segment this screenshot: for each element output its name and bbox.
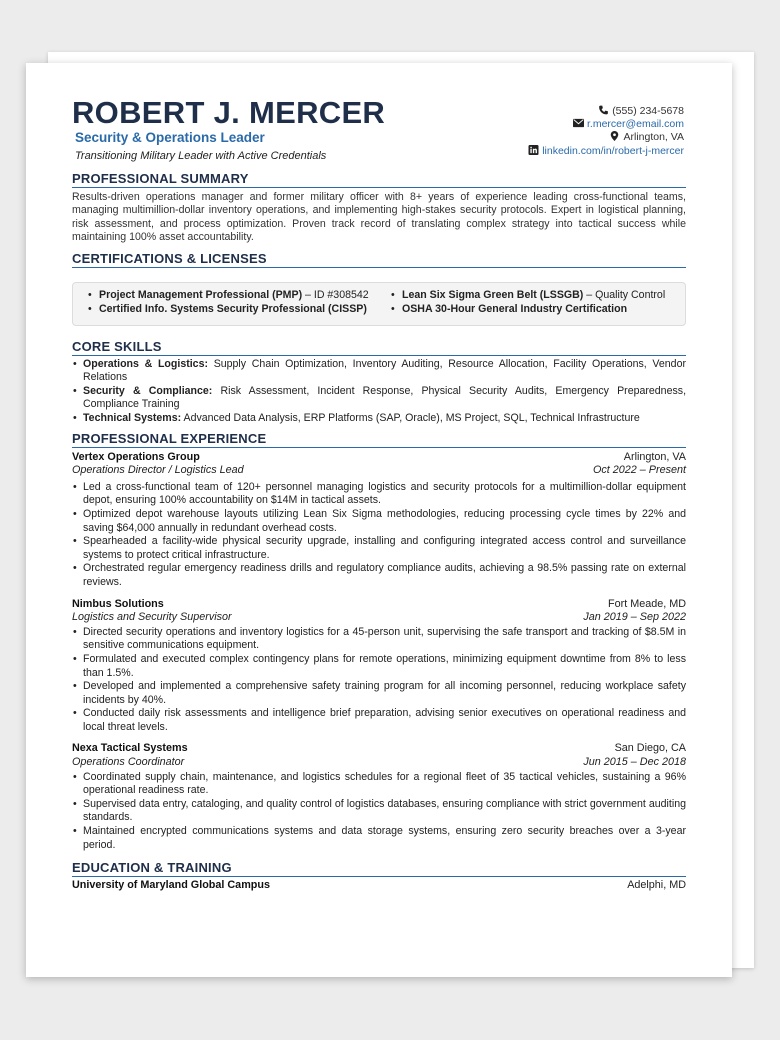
job-dates: Jan 2019 – Sep 2022 <box>583 611 686 624</box>
education-location: Adelphi, MD <box>627 879 686 892</box>
cert-item <box>390 289 673 303</box>
summary-heading: PROFESSIONAL SUMMARY <box>72 172 686 188</box>
job-subheader <box>72 611 686 625</box>
certifications-heading: CERTIFICATIONS & LICENSES <box>72 252 686 268</box>
cert-name: Lean Six Sigma Green Belt (LSSGB) <box>402 288 584 301</box>
skills-section <box>72 340 686 426</box>
job-entry <box>72 451 686 590</box>
location-text: Arlington, VA <box>623 131 684 144</box>
cert-name: Certified Info. Systems Security Professional (CISSP) <box>99 302 367 315</box>
cert-name: Project Management Professional (PMP) <box>99 288 303 301</box>
job-bullet: • Developed and implemented a comprehensive safety training program for all incoming personnel, reducing workplace safety incidents by 40%. <box>72 680 686 707</box>
job-header <box>72 451 686 465</box>
skill-label: Security & Compliance: <box>83 384 213 397</box>
job-bullets <box>72 771 686 853</box>
job-bullet: • Maintained encrypted communications systems and data storage systems, ensuring zero security breaches over a 3-year period. <box>72 825 686 852</box>
cert-detail: – ID #308542 <box>302 288 369 301</box>
skill-text: Advanced Data Analysis, ERP Platforms (SAP, Oracle), MS Project, SQL, Technical Infrastructure <box>181 412 640 424</box>
education-school: University of Maryland Global Campus <box>72 879 270 892</box>
education-section <box>72 861 686 893</box>
phone-icon <box>598 105 609 115</box>
candidate-tagline: Transitioning Military Leader with Active Credentials <box>75 150 327 162</box>
summary-text: Results-driven operations manager and former military officer with 8+ years of experience leading cross-functional teams, managing multimillion-dollar inventory operations, and implementing high-stakes security protocols. Expert in logistical planning, risk assessment, and process optimization. Proven track record of translating complex strategy into tactical success while maintaining 100% asset accountability. <box>72 191 686 244</box>
certifications-section <box>72 252 686 326</box>
contact-block <box>528 105 684 158</box>
contact-location <box>528 131 684 144</box>
job-header <box>72 598 686 612</box>
skill-label: Technical Systems: <box>83 412 182 424</box>
education-heading: EDUCATION & TRAINING <box>72 861 686 877</box>
job-title: Operations Coordinator <box>72 756 185 769</box>
job-bullet: • Coordinated supply chain, maintenance, and logistics schedules for a regional fleet of 35 tactical vehicles, sustaining a 96% operational readiness rate. <box>72 771 686 798</box>
job-company: Nimbus Solutions <box>72 597 164 610</box>
linkedin-link[interactable]: linkedin.com/in/robert-j-mercer <box>542 144 684 157</box>
job-location: San Diego, CA <box>614 742 686 755</box>
job-company: Vertex Operations Group <box>72 450 200 463</box>
job-bullet: • Supervised data entry, cataloging, and quality control of logistics databases, ensuring compliance with strict government auditing standards. <box>72 798 686 825</box>
job-dates: Oct 2022 – Present <box>592 464 686 477</box>
candidate-role: Security & Operations Leader <box>75 130 265 145</box>
resume-content <box>72 97 686 893</box>
job-company: Nexa Tactical Systems <box>72 742 188 755</box>
map-pin-icon <box>609 131 620 141</box>
job-bullet: • Spearheaded a facility-wide physical security upgrade, installing and configuring integrated access control and surveillance systems to protect critical infrastructure. <box>72 535 686 562</box>
job-bullet: • Optimized depot warehouse layouts utilizing Lean Six Sigma methodologies, reducing processing cycle times by 22% and saving $64,000 annually in redundant overhead costs. <box>72 508 686 535</box>
experience-section <box>72 432 686 853</box>
cert-item <box>87 303 370 317</box>
skill-item <box>72 412 686 426</box>
cert-item <box>87 289 370 303</box>
job-dates: Jun 2015 – Dec 2018 <box>583 756 686 769</box>
cert-item <box>390 303 673 317</box>
job-location: Fort Meade, MD <box>608 597 686 610</box>
skills-list <box>72 358 686 426</box>
job-bullets <box>72 481 686 590</box>
experience-heading: PROFESSIONAL EXPERIENCE <box>72 432 686 448</box>
contact-email[interactable] <box>528 118 684 131</box>
skill-text: Supply Chain Optimization, Inventory Auditing, Resource Allocation, Facility Operations, Vendor Relations <box>83 357 686 384</box>
job-title: Logistics and Security Supervisor <box>72 611 232 624</box>
linkedin-icon <box>528 145 539 155</box>
job-bullet: • Conducted daily risk assessments and intelligence brief preparation, advising senior executives on operational readiness and local threat levels. <box>72 707 686 734</box>
job-subheader <box>72 464 686 478</box>
skill-label: Operations & Logistics: <box>83 357 208 370</box>
skills-heading: CORE SKILLS <box>72 340 686 356</box>
contact-phone <box>528 105 684 118</box>
candidate-name: ROBERT J. MERCER <box>72 95 386 130</box>
job-header <box>72 742 686 756</box>
job-bullets <box>72 626 686 735</box>
contact-linkedin[interactable] <box>528 145 684 158</box>
job-title: Operations Director / Logistics Lead <box>72 464 244 477</box>
job-bullet: • Led a cross-functional team of 120+ personnel managing logistics and security protocols for a multimillion-dollar equipment depot, ensuring 100% accountability on $14M in tactical assets. <box>72 481 686 508</box>
cert-detail: – Quality Control <box>583 288 666 301</box>
skill-text: Risk Assessment, Incident Response, Physical Security Audits, Emergency Preparedness, Compliance Training <box>83 384 687 411</box>
job-bullet: • Directed security operations and inventory logistics for a 45-person unit, supervising the safe transport and tracking of $8.5M in sensitive communications equipment. <box>72 626 686 653</box>
resume-page <box>26 63 732 977</box>
job-entry <box>72 742 686 852</box>
job-subheader <box>72 756 686 770</box>
job-entry <box>72 598 686 735</box>
cert-name: OSHA 30-Hour General Industry Certification <box>402 302 628 315</box>
certifications-box <box>72 282 686 326</box>
job-location: Arlington, VA <box>623 450 686 463</box>
job-bullet: • Orchestrated regular emergency readiness drills and regulatory compliance audits, achieving a 98.5% passing rate on external reviews. <box>72 562 686 589</box>
skill-item <box>72 385 686 412</box>
summary-section <box>72 172 686 245</box>
resume-header <box>72 97 686 163</box>
skill-item <box>72 358 686 385</box>
education-entry <box>72 879 686 893</box>
phone-text: (555) 234-5678 <box>612 105 684 117</box>
email-link[interactable]: r.mercer@email.com <box>586 118 684 131</box>
job-bullet: • Formulated and executed complex contingency plans for remote operations, minimizing equipment downtime from 8% to less than 1.5%. <box>72 653 686 680</box>
certifications-left-column <box>87 289 370 317</box>
certifications-right-column <box>390 289 673 317</box>
envelope-icon <box>573 118 584 128</box>
